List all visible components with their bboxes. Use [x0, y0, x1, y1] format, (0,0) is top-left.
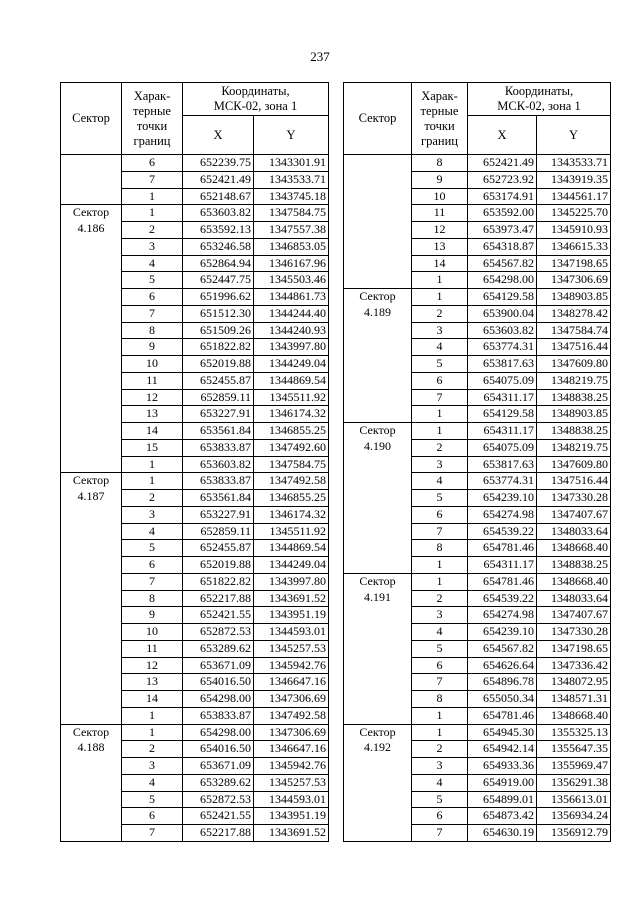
point-number: 6	[412, 506, 468, 523]
y-coordinate: 1347584.75	[254, 456, 329, 473]
y-coordinate: 1345257.53	[254, 774, 329, 791]
y-coordinate: 1355969.47	[537, 758, 611, 775]
point-number: 1	[122, 205, 183, 222]
x-coordinate: 654626.64	[468, 657, 537, 674]
sector-label-number: 4.192	[364, 740, 391, 755]
point-number: 8	[122, 590, 183, 607]
point-number: 6	[122, 557, 183, 574]
point-number: 5	[122, 791, 183, 808]
x-coordinate: 652455.87	[183, 540, 254, 557]
y-coordinate: 1347330.28	[537, 624, 611, 641]
y-coordinate: 1348571.31	[537, 691, 611, 708]
y-coordinate: 1343745.18	[254, 188, 329, 205]
y-coordinate: 1345910.93	[537, 222, 611, 239]
point-number: 1	[412, 573, 468, 590]
y-coordinate: 1344869.54	[254, 372, 329, 389]
x-coordinate: 654945.30	[468, 724, 537, 741]
x-coordinate: 653833.87	[183, 473, 254, 490]
point-number: 2	[412, 439, 468, 456]
point-number: 1	[122, 473, 183, 490]
y-coordinate: 1343533.71	[537, 155, 611, 172]
point-number: 3	[122, 506, 183, 523]
x-coordinate: 654075.09	[468, 372, 537, 389]
x-coordinate: 654781.46	[468, 540, 537, 557]
x-coordinate: 654942.14	[468, 741, 537, 758]
y-coordinate: 1348219.75	[537, 439, 611, 456]
sector-label	[344, 724, 412, 841]
sector-label-number: 4.188	[77, 740, 105, 755]
y-coordinate: 1346647.16	[254, 741, 329, 758]
x-coordinate: 651996.62	[183, 289, 254, 306]
point-number: 1	[412, 557, 468, 574]
x-coordinate: 652239.75	[183, 155, 254, 172]
point-number: 7	[122, 171, 183, 188]
sector-label-word: Сектор	[359, 423, 396, 437]
x-coordinate: 653833.87	[183, 439, 254, 456]
x-coordinate: 652864.94	[183, 255, 254, 272]
x-coordinate: 653900.04	[468, 305, 537, 322]
y-coordinate: 1347198.65	[537, 255, 611, 272]
x-coordinate: 653561.84	[183, 423, 254, 440]
y-coordinate: 1346855.25	[254, 490, 329, 507]
sector-label-word: Сектор	[72, 205, 110, 220]
x-coordinate: 652019.88	[183, 356, 254, 373]
x-coordinate: 654016.50	[183, 741, 254, 758]
page-number: 237	[310, 49, 330, 64]
point-number: 12	[122, 389, 183, 406]
point-number: 5	[122, 540, 183, 557]
point-number: 2	[412, 741, 468, 758]
y-coordinate: 1343919.35	[537, 171, 611, 188]
y-coordinate: 1343691.52	[254, 825, 329, 842]
y-coordinate: 1347407.67	[537, 506, 611, 523]
y-coordinate: 1344593.01	[254, 791, 329, 808]
y-coordinate: 1345942.76	[254, 657, 329, 674]
x-coordinate: 654781.46	[468, 573, 537, 590]
x-coordinate: 654567.82	[468, 255, 537, 272]
y-coordinate: 1347198.65	[537, 640, 611, 657]
point-number: 1	[122, 707, 183, 724]
y-coordinate: 1346174.32	[254, 506, 329, 523]
x-coordinate: 652421.49	[468, 155, 537, 172]
y-coordinate: 1356912.79	[537, 825, 611, 842]
x-coordinate: 653671.09	[183, 657, 254, 674]
x-coordinate: 652859.11	[183, 389, 254, 406]
y-coordinate: 1343533.71	[254, 171, 329, 188]
point-number: 12	[412, 222, 468, 239]
point-number: 11	[412, 205, 468, 222]
table-row	[61, 724, 329, 741]
point-number: 3	[412, 607, 468, 624]
x-coordinate: 652455.87	[183, 372, 254, 389]
point-number: 13	[122, 674, 183, 691]
x-coordinate: 653671.09	[183, 758, 254, 775]
x-coordinate: 653603.82	[183, 456, 254, 473]
x-coordinate: 654896.78	[468, 674, 537, 691]
y-coordinate: 1344249.04	[254, 356, 329, 373]
sector-label-number: 4.187	[77, 489, 105, 503]
point-number: 2	[412, 590, 468, 607]
y-coordinate: 1345503.46	[254, 272, 329, 289]
x-coordinate: 653603.82	[183, 205, 254, 222]
y-coordinate: 1346855.25	[254, 423, 329, 440]
y-coordinate: 1347336.42	[537, 657, 611, 674]
table-row	[344, 155, 611, 172]
y-coordinate: 1348838.25	[537, 423, 611, 440]
point-number: 4	[122, 523, 183, 540]
x-coordinate: 654239.10	[468, 624, 537, 641]
sector-label	[61, 155, 122, 205]
point-number: 6	[122, 808, 183, 825]
header-sector: Сектор	[344, 83, 412, 155]
point-number: 2	[122, 741, 183, 758]
y-coordinate: 1347516.44	[537, 473, 611, 490]
sector-label	[344, 573, 412, 724]
header-points: Харак- терные точки границ	[122, 83, 183, 155]
header-x: X	[183, 116, 254, 155]
y-coordinate: 1348278.42	[537, 305, 611, 322]
y-coordinate: 1343951.19	[254, 607, 329, 624]
x-coordinate: 653227.91	[183, 406, 254, 423]
y-coordinate: 1348668.40	[537, 707, 611, 724]
x-coordinate: 653973.47	[468, 222, 537, 239]
x-coordinate: 653289.62	[183, 640, 254, 657]
y-coordinate: 1343301.91	[254, 155, 329, 172]
coordinates-table-left	[60, 82, 329, 842]
x-coordinate: 652447.75	[183, 272, 254, 289]
point-number: 1	[412, 272, 468, 289]
y-coordinate: 1356291.38	[537, 774, 611, 791]
x-coordinate: 654274.98	[468, 506, 537, 523]
x-coordinate: 654298.00	[183, 691, 254, 708]
x-coordinate: 654539.22	[468, 523, 537, 540]
point-number: 14	[412, 255, 468, 272]
point-number: 13	[122, 406, 183, 423]
point-number: 6	[412, 808, 468, 825]
x-coordinate: 653817.63	[468, 456, 537, 473]
point-number: 7	[122, 825, 183, 842]
y-coordinate: 1344593.01	[254, 624, 329, 641]
y-coordinate: 1347609.80	[537, 456, 611, 473]
x-coordinate: 654873.42	[468, 808, 537, 825]
x-coordinate: 653227.91	[183, 506, 254, 523]
point-number: 8	[412, 691, 468, 708]
sector-label-word: Сектор	[72, 724, 110, 739]
y-coordinate: 1348033.64	[537, 590, 611, 607]
y-coordinate: 1355325.13	[537, 724, 611, 741]
x-coordinate: 654129.58	[468, 406, 537, 423]
sector-label	[61, 724, 122, 841]
x-coordinate: 654933.36	[468, 758, 537, 775]
x-coordinate: 652872.53	[183, 624, 254, 641]
x-coordinate: 653592.13	[183, 222, 254, 239]
point-number: 2	[122, 490, 183, 507]
x-coordinate: 652217.88	[183, 825, 254, 842]
y-coordinate: 1347330.28	[537, 490, 611, 507]
y-coordinate: 1345511.92	[254, 523, 329, 540]
x-coordinate: 654919.00	[468, 774, 537, 791]
y-coordinate: 1348072.95	[537, 674, 611, 691]
table-row	[61, 205, 329, 222]
y-coordinate: 1347584.75	[254, 205, 329, 222]
x-coordinate: 651822.82	[183, 339, 254, 356]
x-coordinate: 654311.17	[468, 423, 537, 440]
point-number: 4	[122, 774, 183, 791]
point-number: 14	[122, 691, 183, 708]
x-coordinate: 652421.55	[183, 808, 254, 825]
y-coordinate: 1348668.40	[537, 540, 611, 557]
y-coordinate: 1347557.38	[254, 222, 329, 239]
x-coordinate: 653246.58	[183, 238, 254, 255]
coordinates-table-right	[343, 82, 611, 842]
sector-label-number: 4.190	[364, 438, 391, 453]
x-coordinate: 654075.09	[468, 439, 537, 456]
y-coordinate: 1347516.44	[537, 339, 611, 356]
point-number: 7	[412, 523, 468, 540]
y-coordinate: 1345257.53	[254, 640, 329, 657]
header-coordinates: Координаты, МСК-02, зона 1	[183, 83, 329, 116]
point-number: 4	[412, 473, 468, 490]
header-y: Y	[254, 116, 329, 155]
x-coordinate: 652217.88	[183, 590, 254, 607]
point-number: 6	[122, 155, 183, 172]
point-number: 5	[412, 640, 468, 657]
header-coordinates: Координаты, МСК-02, зона 1	[468, 83, 611, 116]
x-coordinate: 652421.49	[183, 171, 254, 188]
y-coordinate: 1346647.16	[254, 674, 329, 691]
sector-label-word: Сектор	[359, 573, 396, 588]
header-x: X	[468, 116, 537, 155]
y-coordinate: 1355647.35	[537, 741, 611, 758]
y-coordinate: 1345511.92	[254, 389, 329, 406]
x-coordinate: 654899.01	[468, 791, 537, 808]
sector-label-word: Сектор	[72, 473, 110, 488]
y-coordinate: 1347584.74	[537, 322, 611, 339]
y-coordinate: 1348838.25	[537, 557, 611, 574]
sector-label-word: Сектор	[359, 289, 396, 303]
x-coordinate: 651509.26	[183, 322, 254, 339]
point-number: 1	[412, 289, 468, 306]
y-coordinate: 1348668.40	[537, 573, 611, 590]
sector-label-number: 4.189	[364, 304, 391, 319]
x-coordinate: 652872.53	[183, 791, 254, 808]
point-number: 8	[122, 322, 183, 339]
point-number: 1	[412, 707, 468, 724]
y-coordinate: 1344244.40	[254, 305, 329, 322]
point-number: 7	[122, 305, 183, 322]
point-number: 5	[412, 356, 468, 373]
x-coordinate: 654239.10	[468, 490, 537, 507]
x-coordinate: 654129.58	[468, 289, 537, 306]
point-number: 10	[412, 188, 468, 205]
point-number: 10	[122, 624, 183, 641]
sector-label-number: 4.191	[364, 589, 391, 604]
point-number: 1	[122, 724, 183, 741]
y-coordinate: 1347306.69	[254, 724, 329, 741]
x-coordinate: 654298.00	[468, 272, 537, 289]
y-coordinate: 1348903.85	[537, 289, 611, 306]
point-number: 3	[412, 322, 468, 339]
x-coordinate: 652148.67	[183, 188, 254, 205]
point-number: 3	[122, 758, 183, 775]
x-coordinate: 652421.55	[183, 607, 254, 624]
x-coordinate: 654318.87	[468, 238, 537, 255]
point-number: 6	[412, 372, 468, 389]
x-coordinate: 654311.17	[468, 389, 537, 406]
y-coordinate: 1356934.24	[537, 808, 611, 825]
x-coordinate: 654274.98	[468, 607, 537, 624]
point-number: 9	[122, 339, 183, 356]
y-coordinate: 1346615.33	[537, 238, 611, 255]
point-number: 9	[412, 171, 468, 188]
point-number: 7	[122, 573, 183, 590]
sector-label-number: 4.186	[77, 221, 105, 235]
x-coordinate: 653592.00	[468, 205, 537, 222]
point-number: 12	[122, 657, 183, 674]
table-row	[344, 724, 611, 741]
point-number: 4	[122, 255, 183, 272]
point-number: 7	[412, 389, 468, 406]
y-coordinate: 1343997.80	[254, 339, 329, 356]
x-coordinate: 652019.88	[183, 557, 254, 574]
x-coordinate: 654298.00	[183, 724, 254, 741]
x-coordinate: 655050.34	[468, 691, 537, 708]
y-coordinate: 1356613.01	[537, 791, 611, 808]
x-coordinate: 653833.87	[183, 707, 254, 724]
point-number: 2	[412, 305, 468, 322]
x-coordinate: 653817.63	[468, 356, 537, 373]
header-y: Y	[537, 116, 611, 155]
table-row	[61, 473, 329, 490]
point-number: 11	[122, 372, 183, 389]
point-number: 4	[412, 339, 468, 356]
point-number: 11	[122, 640, 183, 657]
y-coordinate: 1344249.04	[254, 557, 329, 574]
point-number: 5	[122, 272, 183, 289]
y-coordinate: 1348903.85	[537, 406, 611, 423]
y-coordinate: 1346167.96	[254, 255, 329, 272]
sector-label	[344, 155, 412, 289]
y-coordinate: 1348033.64	[537, 523, 611, 540]
point-number: 3	[412, 758, 468, 775]
x-coordinate: 652859.11	[183, 523, 254, 540]
x-coordinate: 654781.46	[468, 707, 537, 724]
y-coordinate: 1343951.19	[254, 808, 329, 825]
point-number: 9	[122, 607, 183, 624]
y-coordinate: 1347492.60	[254, 439, 329, 456]
x-coordinate: 654539.22	[468, 590, 537, 607]
point-number: 5	[412, 791, 468, 808]
point-number: 5	[412, 490, 468, 507]
x-coordinate: 653774.31	[468, 473, 537, 490]
sector-label	[61, 205, 122, 473]
table-row	[344, 573, 611, 590]
x-coordinate: 653774.31	[468, 339, 537, 356]
x-coordinate: 654311.17	[468, 557, 537, 574]
point-number: 4	[412, 774, 468, 791]
y-coordinate: 1347492.58	[254, 473, 329, 490]
y-coordinate: 1346174.32	[254, 406, 329, 423]
point-number: 3	[122, 238, 183, 255]
point-number: 13	[412, 238, 468, 255]
point-number: 1	[412, 724, 468, 741]
y-coordinate: 1347492.58	[254, 707, 329, 724]
y-coordinate: 1347407.67	[537, 607, 611, 624]
table-row	[344, 289, 611, 306]
y-coordinate: 1343997.80	[254, 573, 329, 590]
x-coordinate: 651512.30	[183, 305, 254, 322]
y-coordinate: 1344561.17	[537, 188, 611, 205]
y-coordinate: 1347306.69	[537, 272, 611, 289]
point-number: 2	[122, 222, 183, 239]
point-number: 14	[122, 423, 183, 440]
point-number: 4	[412, 624, 468, 641]
point-number: 8	[412, 540, 468, 557]
y-coordinate: 1344869.54	[254, 540, 329, 557]
sector-label	[61, 473, 122, 724]
y-coordinate: 1345225.70	[537, 205, 611, 222]
x-coordinate: 653174.91	[468, 188, 537, 205]
point-number: 1	[412, 406, 468, 423]
x-coordinate: 653561.84	[183, 490, 254, 507]
point-number: 1	[412, 423, 468, 440]
point-number: 7	[412, 674, 468, 691]
x-coordinate: 651822.82	[183, 573, 254, 590]
y-coordinate: 1345942.76	[254, 758, 329, 775]
y-coordinate: 1346853.05	[254, 238, 329, 255]
point-number: 6	[412, 657, 468, 674]
sector-label	[344, 423, 412, 574]
y-coordinate: 1344861.73	[254, 289, 329, 306]
sector-label-word: Сектор	[359, 724, 396, 739]
table-row	[344, 423, 611, 440]
y-coordinate: 1348219.75	[537, 372, 611, 389]
x-coordinate: 654016.50	[183, 674, 254, 691]
y-coordinate: 1343691.52	[254, 590, 329, 607]
y-coordinate: 1344240.93	[254, 322, 329, 339]
point-number: 6	[122, 289, 183, 306]
point-number: 3	[412, 456, 468, 473]
header-sector: Сектор	[61, 83, 122, 155]
point-number: 8	[412, 155, 468, 172]
x-coordinate: 654567.82	[468, 640, 537, 657]
x-coordinate: 653603.82	[468, 322, 537, 339]
x-coordinate: 652723.92	[468, 171, 537, 188]
y-coordinate: 1347306.69	[254, 691, 329, 708]
point-number: 1	[122, 456, 183, 473]
point-number: 7	[412, 825, 468, 842]
y-coordinate: 1348838.25	[537, 389, 611, 406]
x-coordinate: 654630.19	[468, 825, 537, 842]
y-coordinate: 1347609.80	[537, 356, 611, 373]
point-number: 15	[122, 439, 183, 456]
x-coordinate: 653289.62	[183, 774, 254, 791]
header-points: Харак- терные точки границ	[412, 83, 468, 155]
sector-label	[344, 289, 412, 423]
point-number: 1	[122, 188, 183, 205]
point-number: 10	[122, 356, 183, 373]
table-row	[61, 155, 329, 172]
